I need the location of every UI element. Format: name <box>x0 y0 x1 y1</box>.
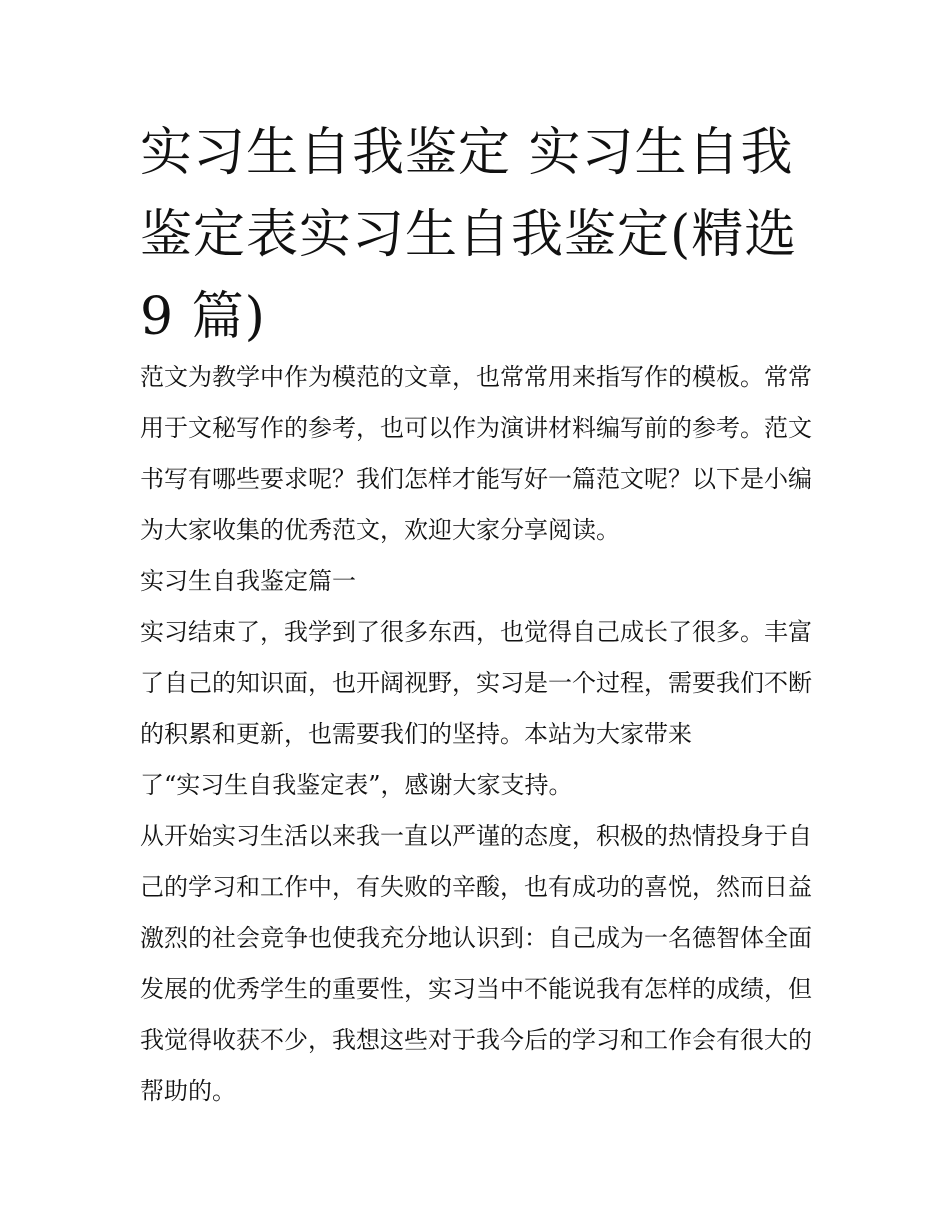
paragraph-1a: 实习结束了，我学到了很多东西，也觉得自己成长了很多。丰富了自己的知识面，也开阔视野，实习是一个过程，需要我们不断的积累和更新，也需要我们的坚持。本站为大家带来 <box>140 618 812 748</box>
section-heading: 实习生自我鉴定篇一 <box>140 567 356 595</box>
paragraph-2: 从开始实习生活以来我一直以严谨的态度，积极的热情投身于自己的学习和工作中，有失败的辛酸，也有成功的喜悦，然而日益激烈的社会竞争也使我充分地认识到：自己成为一名德智体全面发展的优秀学生的重要性，实习当中不能说我有怎样的成绩，但我觉得收获不少，我想这些对于我今后的学习和工作会有很大的帮助的。 <box>140 822 812 1105</box>
document-body <box>140 352 812 1117</box>
intro-paragraph: 范文为教学中作为模范的文章，也常常用来指写作的模板。常常用于文秘写作的参考，也可以作为演讲材料编写前的参考。范文书写有哪些要求呢？我们怎样才能写好一篇范文呢？以下是小编为大家收集的优秀范文，欢迎大家分享阅读。 <box>140 363 812 544</box>
document-title: 实习生自我鉴定 实习生自我鉴定表实习生自我鉴定(精选 9 篇) <box>140 123 798 347</box>
paragraph-1b: 了“实习生自我鉴定表”，感谢大家支持。 <box>140 771 573 799</box>
